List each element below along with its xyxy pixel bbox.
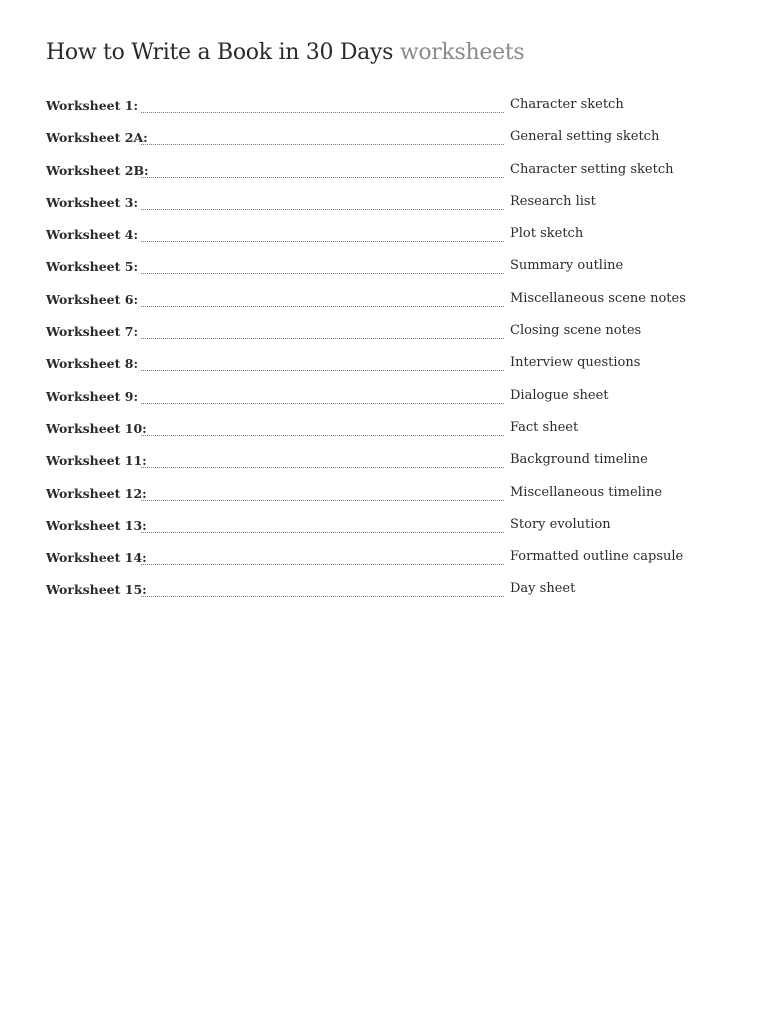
- worksheet-row: [46, 157, 726, 189]
- worksheet-description: Interview questions: [510, 355, 641, 371]
- worksheet-description: Character setting sketch: [510, 161, 674, 177]
- worksheet-row: [46, 415, 726, 447]
- worksheet-row: [46, 92, 726, 124]
- worksheet-list: [46, 92, 726, 609]
- dotted-leader: [141, 338, 504, 339]
- dotted-leader: [141, 532, 504, 533]
- worksheet-row: [46, 124, 726, 156]
- worksheet-label: Worksheet 3:: [46, 194, 139, 210]
- dotted-leader: [141, 500, 504, 501]
- dotted-leader: [141, 241, 504, 242]
- title-main: How to Write a Book in 30 Days: [46, 40, 394, 65]
- worksheet-description: Story evolution: [510, 516, 611, 532]
- worksheet-description: Closing scene notes: [510, 323, 642, 339]
- title-accent: worksheets: [399, 40, 525, 65]
- worksheet-row: [46, 576, 726, 608]
- worksheet-label: Worksheet 7:: [46, 324, 139, 340]
- worksheet-row: [46, 544, 726, 576]
- worksheet-row: [46, 512, 726, 544]
- worksheet-label: Worksheet 4:: [46, 227, 139, 243]
- worksheet-row: [46, 447, 726, 479]
- worksheet-label: Worksheet 8:: [46, 356, 139, 372]
- worksheet-description: Character sketch: [510, 97, 624, 112]
- worksheet-description: Miscellaneous timeline: [510, 484, 663, 500]
- worksheet-row: [46, 221, 726, 253]
- worksheet-row: [46, 350, 726, 382]
- worksheet-description: Day sheet: [510, 581, 576, 597]
- worksheet-label: Worksheet 10:: [46, 420, 147, 436]
- dotted-leader: [141, 177, 504, 178]
- worksheet-row: [46, 318, 726, 350]
- dotted-leader: [141, 209, 504, 210]
- worksheet-label: Worksheet 14:: [46, 550, 147, 566]
- worksheet-label: Worksheet 13:: [46, 517, 147, 533]
- worksheet-row: [46, 253, 726, 285]
- worksheet-label: Worksheet 12:: [46, 485, 147, 501]
- dotted-leader: [141, 435, 504, 436]
- worksheet-label: Worksheet 1:: [46, 98, 139, 113]
- dotted-leader: [141, 273, 504, 274]
- worksheet-description: Dialogue sheet: [510, 387, 609, 403]
- dotted-leader: [141, 596, 504, 597]
- worksheet-label: Worksheet 2A:: [46, 130, 148, 146]
- dotted-leader: [141, 370, 504, 371]
- worksheet-label: Worksheet 15:: [46, 582, 147, 598]
- worksheet-description: General setting sketch: [510, 129, 660, 145]
- dotted-leader: [141, 467, 504, 468]
- dotted-leader: [141, 564, 504, 565]
- worksheet-description: Plot sketch: [510, 226, 584, 242]
- worksheet-row: [46, 189, 726, 221]
- worksheet-description: Formatted outline capsule: [510, 549, 684, 565]
- dotted-leader: [141, 403, 504, 404]
- worksheet-row: [46, 383, 726, 415]
- worksheet-row: [46, 286, 726, 318]
- page-title: [46, 40, 524, 65]
- worksheet-label: Worksheet 5:: [46, 259, 139, 275]
- worksheet-label: Worksheet 2B:: [46, 162, 149, 178]
- worksheet-description: Background timeline: [510, 452, 648, 468]
- dotted-leader: [141, 144, 504, 145]
- worksheet-description: Miscellaneous scene notes: [510, 290, 686, 306]
- worksheet-label: Worksheet 9:: [46, 388, 139, 404]
- worksheet-description: Fact sheet: [510, 419, 579, 435]
- worksheet-label: Worksheet 6:: [46, 291, 139, 307]
- worksheet-description: Research list: [510, 193, 596, 209]
- worksheet-label: Worksheet 11:: [46, 453, 147, 469]
- dotted-leader: [141, 306, 504, 307]
- worksheet-row: [46, 480, 726, 512]
- worksheet-description: Summary outline: [510, 258, 624, 274]
- dotted-leader: [141, 112, 504, 113]
